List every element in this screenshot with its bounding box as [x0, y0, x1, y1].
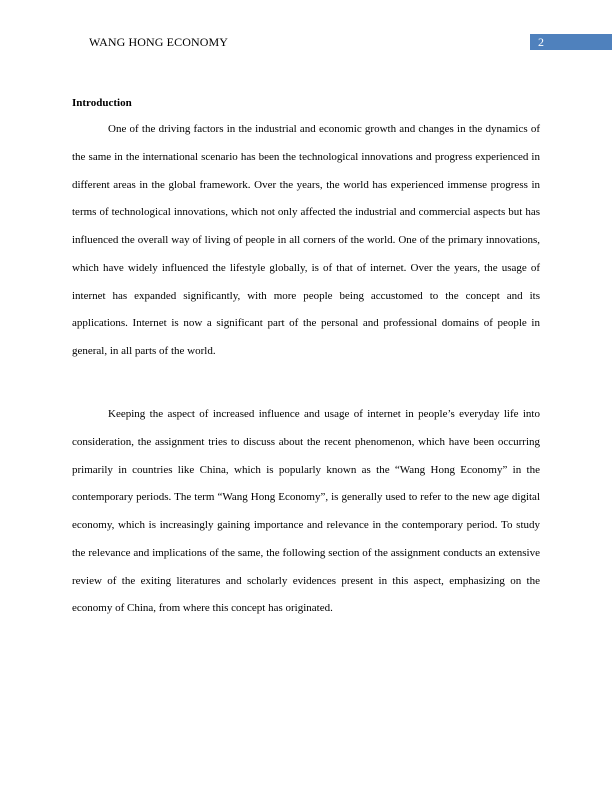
running-head: WANG HONG ECONOMY	[89, 35, 229, 49]
section-heading: Introduction	[72, 97, 132, 109]
paragraph-2: Keeping the aspect of increased influence and usage of internet in people’s everyday life into consideration, the assignment tries to discuss about the recent phenomenon, which have been occurring primarily in countries like China, which is popularly known as the “Wang Hong Economy” in the contemporary periods. The term “Wang Hong Economy”, is generally used to refer to the new age digital economy, which is increasingly gaining importance and relevance in the contemporary period. To study the relevance and implications of the same, the following section of the assignment conducts an extensive review of the exiting literatures and scholarly evidences present in this aspect, emphasizing on the economy of China, from where this concept has originated.	[72, 408, 540, 615]
page-number: 2	[538, 35, 544, 49]
page-number-badge	[530, 34, 612, 50]
paragraph-1: One of the driving factors in the industrial and economic growth and changes in the dynamics of the same in the international scenario has been the technological innovations and progress experienced in different areas in the global framework. Over the years, the world has experienced immense progress in terms of technological innovations, which not only affected the industrial and commercial aspects but has influenced the overall way of living of people in all corners of the world. One of the primary innovations, which have widely influenced the lifestyle globally, is of that of internet. Over the years, the usage of internet has expanded significantly, with more people being accustomed to the concept and its applications. Internet is now a significant part of the personal and professional domains of people in general, in all parts of the world.	[72, 123, 540, 357]
